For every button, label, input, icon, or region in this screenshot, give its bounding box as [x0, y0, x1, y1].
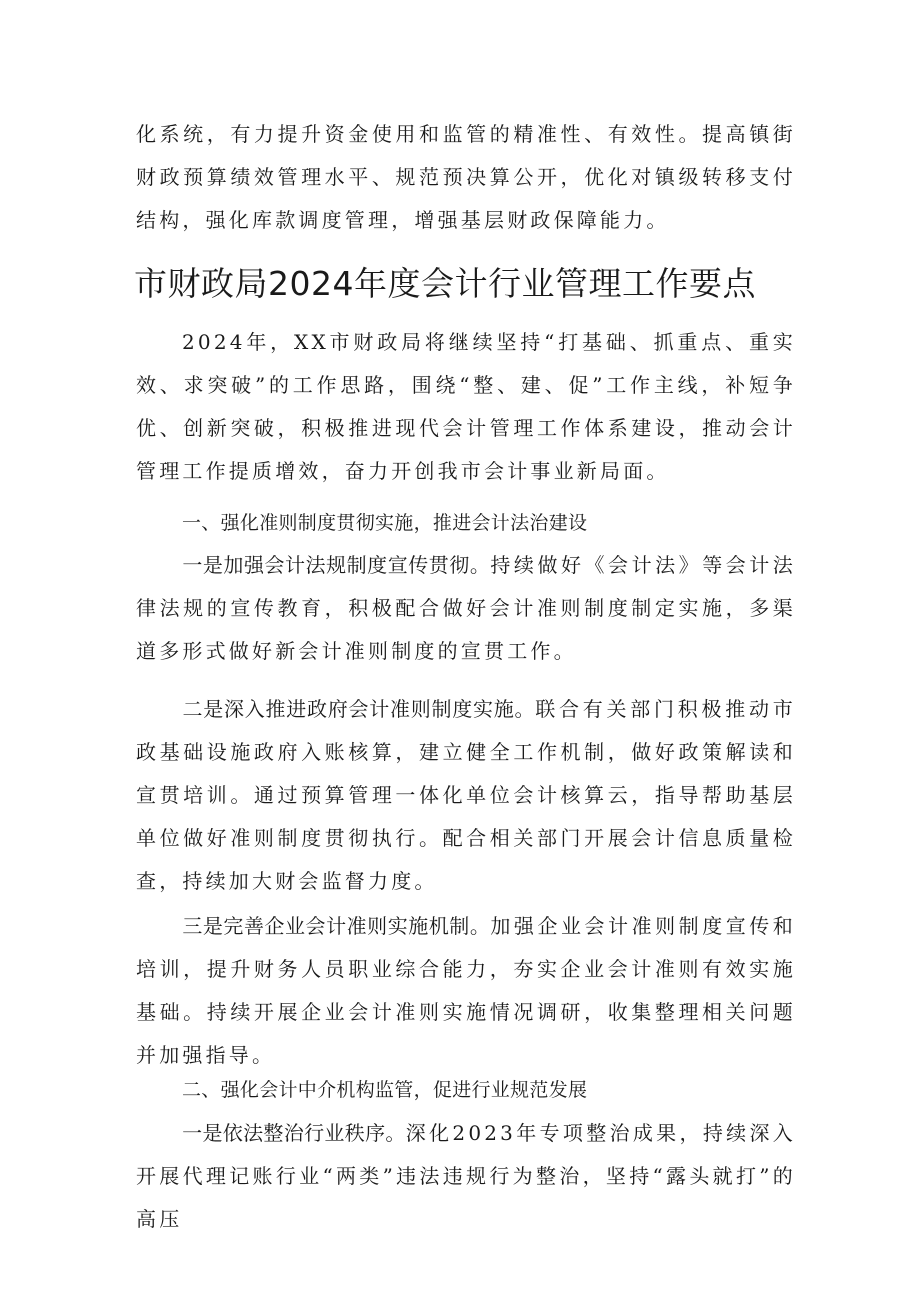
section-1-item-2 [136, 688, 796, 903]
section-heading-2: 二、强化会计中介机构监管，促进行业规范发展 [182, 1079, 588, 1101]
item-lead: 一是依法整治行业秩序。 [182, 1121, 406, 1145]
section-2-item-1 [136, 1112, 796, 1241]
item-body: 加强企业会计准则制度宣传和培训，提升财务人员职业综合能力，夯实企业会计准则有效实施基础。持续开展企业会计准则实施情况调研，收集整理相关问题并加强指导。 [136, 914, 796, 1067]
section-1-item-3 [136, 905, 796, 1077]
item-lead: 三是完善企业会计准则实施机制。 [182, 914, 491, 938]
section-1-item-1 [136, 544, 796, 673]
document-title: 市财政局2024年度会计行业管理工作要点 [134, 264, 756, 303]
opening-paragraph [136, 321, 796, 493]
section-heading-1: 一、强化准则制度贯彻实施，推进会计法治建设 [182, 512, 588, 534]
intro-paragraph: 化系统，有力提升资金使用和监管的精准性、有效性。提高镇街财政预算绩效管理水平、规范预决算公开，优化对镇级转移支付结构，强化库款调度管理，增强基层财政保障能力。 [136, 122, 796, 232]
item-lead: 二是深入推进政府会计准则制度实施。 [182, 697, 536, 721]
item-lead: 一是加强会计法规制度宣传贯彻。 [182, 553, 491, 577]
opening-paragraph-text: 2024年，XX市财政局将继续坚持“打基础、抓重点、重实效、求突破”的工作思路，围绕“整、建、促”工作主线，补短争优、创新突破，积极推进现代会计管理工作体系建设，推动会计管理工作提质增效，奋力开创我市会计事业新局面。 [136, 330, 796, 483]
item-body: 深化2023年专项整治成果，持续深入开展代理记账行业“两类”违法违规行为整治，坚持“露头就打”的高压 [136, 1121, 797, 1231]
item-body: 联合有关部门积极推动市政基础设施政府入账核算，建立健全工作机制，做好政策解读和宣贯培训。通过预算管理一体化单位会计核算云，指导帮助基层单位做好准则制度贯彻执行。配合相关部门开展会计信息质量检查，持续加大财会监督力度。 [136, 697, 796, 893]
item-body: 持续做好《会计法》等会计法律法规的宣传教育，积极配合做好会计准则制度制定实施，多渠道多形式做好新会计准则制度的宣贯工作。 [136, 553, 796, 663]
